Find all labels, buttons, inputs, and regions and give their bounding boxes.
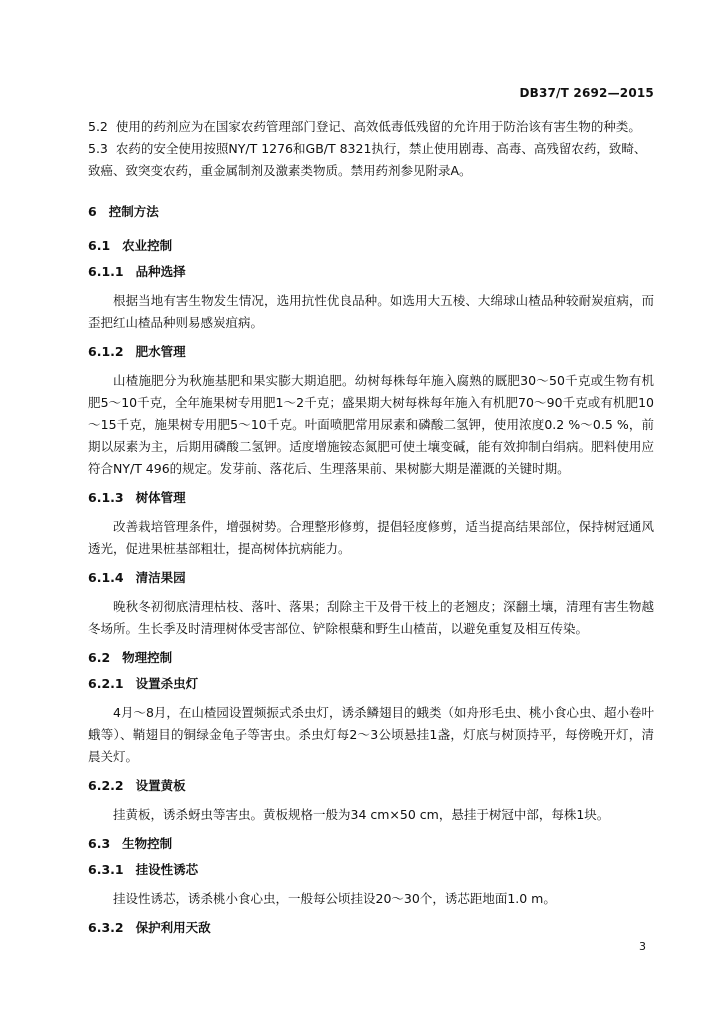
paragraph-6-3-1: 挂设性诱芯，诱杀桃小食心虫，一般每公顷挂设20～30个，诱芯距地面1.0 m。 [113,891,556,906]
heading-number: 6.1 [88,238,111,253]
clause-5-2 [88,116,654,138]
heading-6-3 [88,834,654,854]
heading-title: 挂设性诱芯 [135,862,199,877]
heading-title: 农业控制 [122,238,173,253]
heading-title: 清洁果园 [135,570,186,585]
heading-number: 6.1.4 [88,570,124,585]
heading-number: 6 [88,204,97,219]
clause-number: 5.2 [88,119,108,134]
heading-title: 肥水管理 [135,344,186,359]
heading-6-3-2 [88,918,654,938]
page-number: 3 [639,940,646,953]
heading-number: 6.2 [88,650,111,665]
paragraph-6-1-1: 根据当地有害生物发生情况，选用抗性优良品种。如选用大五棱、大绵球山楂品种较耐炭疽病，而歪把红山楂品种则易感炭疽病。 [88,293,654,330]
heading-6-1-4 [88,568,654,588]
heading-6-1-1 [88,262,654,282]
heading-number: 6.3.1 [88,862,124,877]
paragraph-6-2-1: 4月～8月，在山楂园设置频振式杀虫灯，诱杀鳞翅目的蛾类（如舟形毛虫、桃小食心虫、超小卷叶蛾等）、鞘翅目的铜绿金龟子等害虫。杀虫灯每2～3公顷悬挂1盏，灯底与树顶持平，每傍晚开灯，清晨关灯。 [88,705,654,764]
heading-6-3-1 [88,860,654,880]
heading-number: 6.2.1 [88,676,124,691]
heading-6-2-2 [88,776,654,796]
heading-6-2-1 [88,674,654,694]
paragraph-6-1-2: 山楂施肥分为秋施基肥和果实膨大期追肥。幼树每株每年施入腐熟的厩肥30～50千克或生物有机肥5～10千克，全年施果树专用肥1～2千克；盛果期大树每株每年施入有机肥70～90千克或有机肥10～15千克，施果树专用肥5～10千克。叶面喷肥常用尿素和磷酸二氢钾，使用浓度0.2 %～0.5 %，前期以尿素为主，后期用磷酸二氢钾。适度增施铵态氮肥可使土壤变碱，能有效抑制白绢病。肥料使用应符合NY/T 496的规定。发芽前、落花后、生理落果前、果树膨大期是灌溉的关键时期。 [88,373,654,476]
heading-title: 保护利用天敌 [135,920,211,935]
clause-number: 5.3 [88,141,108,156]
heading-number: 6.1.2 [88,344,124,359]
heading-6 [88,202,654,222]
clause-text: 使用的药剂应为在国家农药管理部门登记、高效低毒低残留的允许用于防治该有害生物的种类。 [115,119,641,134]
clause-text: 农药的安全使用按照NY/T 1276和GB/T 8321执行，禁止使用剧毒、高毒、高残留农药，致畸、致癌、致突变农药，重金属制剂及激素类物质。禁用药剂参见附录A。 [88,141,647,178]
heading-number: 6.1.3 [88,490,124,505]
clause-5-3 [88,138,654,182]
heading-title: 树体管理 [135,490,186,505]
heading-title: 生物控制 [122,836,173,851]
heading-number: 6.3.2 [88,920,124,935]
paragraph-6-1-4: 晚秋冬初彻底清理枯枝、落叶、落果；刮除主干及骨干枝上的老翘皮；深翻土壤，清理有害生物越冬场所。生长季及时清理树体受害部位、铲除根蘖和野生山楂苗，以避免重复及相互传染。 [88,599,654,636]
paragraph-6-1-3: 改善栽培管理条件，增强树势。合理整形修剪，提倡轻度修剪，适当提高结果部位，保持树冠通风透光，促进果桩基部粗壮，提高树体抗病能力。 [88,519,654,556]
heading-number: 6.1.1 [88,264,124,279]
paragraph-6-2-2: 挂黄板，诱杀蚜虫等害虫。黄板规格一般为34 cm×50 cm，悬挂于树冠中部，每株1块。 [113,807,610,822]
heading-6-2 [88,648,654,668]
document-body [88,116,654,938]
heading-title: 物理控制 [122,650,173,665]
heading-title: 设置杀虫灯 [135,676,199,691]
heading-6-1-3 [88,488,654,508]
heading-6-1-2 [88,342,654,362]
document-code: DB37/T 2692—2015 [519,86,654,100]
heading-number: 6.3 [88,836,111,851]
heading-title: 设置黄板 [135,778,186,793]
heading-number: 6.2.2 [88,778,124,793]
heading-title: 品种选择 [135,264,186,279]
heading-title: 控制方法 [108,204,159,219]
heading-6-1 [88,236,654,256]
